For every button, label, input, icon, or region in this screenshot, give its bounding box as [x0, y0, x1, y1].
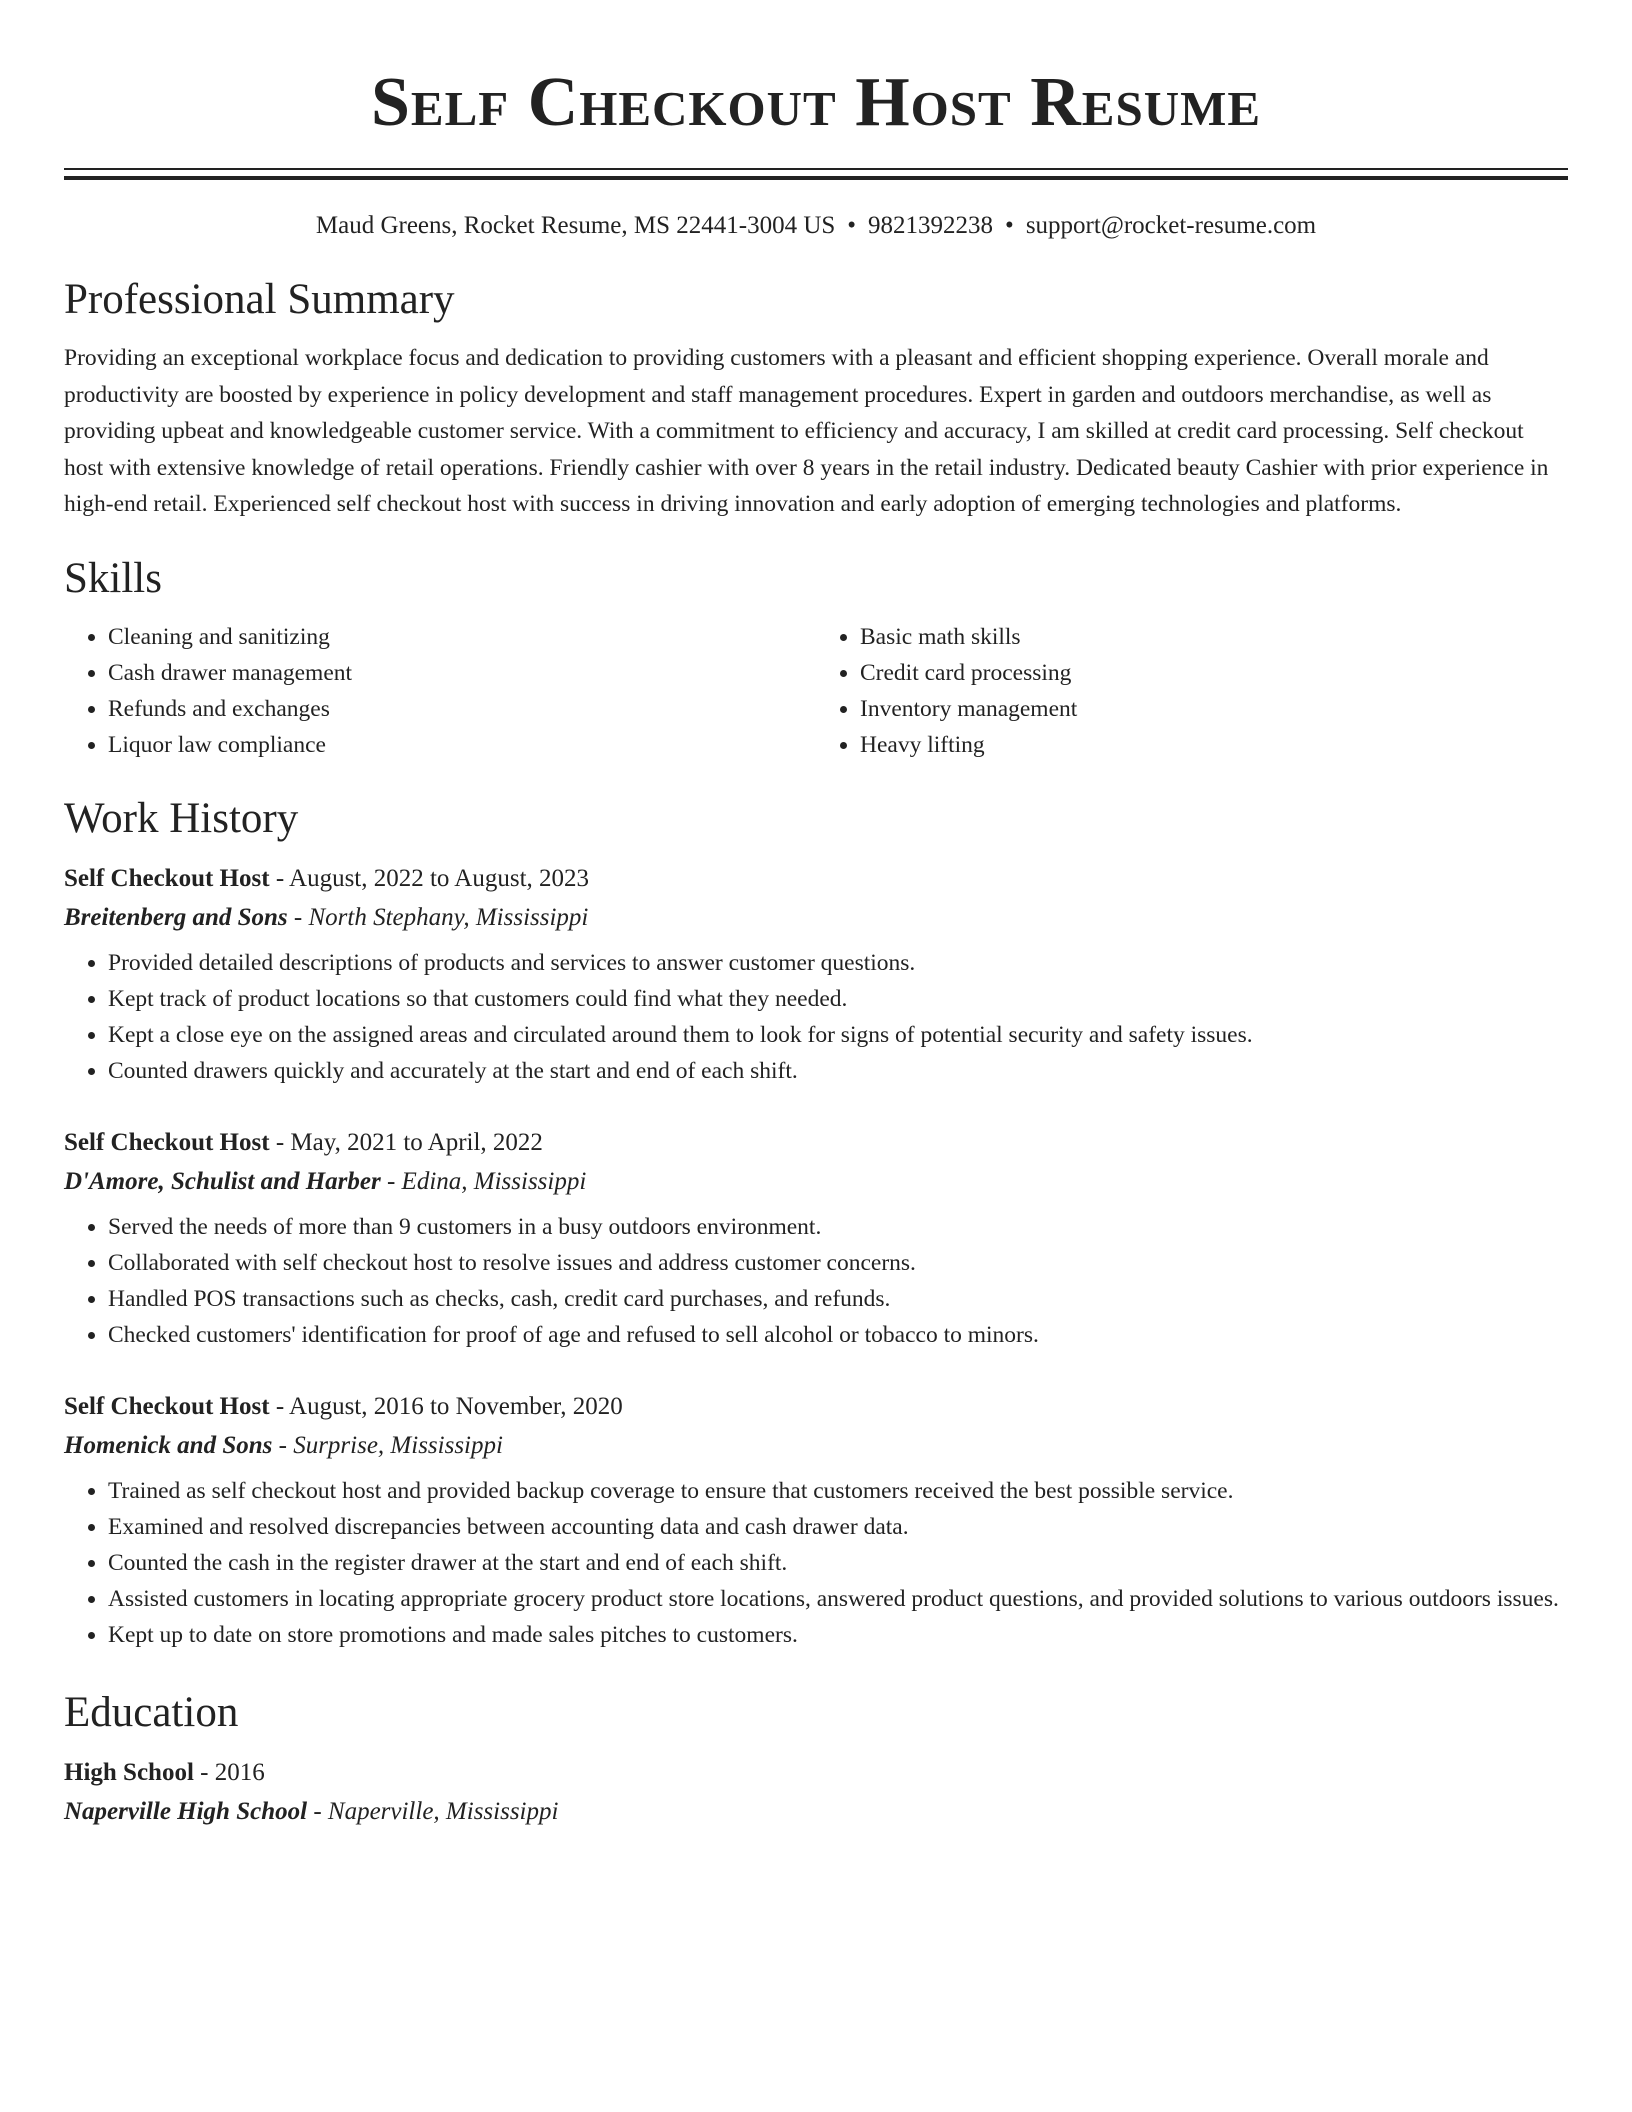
- section-heading-education: Education: [64, 1688, 239, 1736]
- job-title-line: [64, 1387, 1568, 1426]
- job-bullet: • Examined and resolved discrepancies between accounting data and cash drawer data.: [108, 1509, 1568, 1545]
- job-company: Homenick and Sons: [64, 1431, 273, 1459]
- skill-item: • Refunds and exchanges: [108, 691, 816, 727]
- skills-columns: [64, 619, 1568, 763]
- job-bullets: [64, 1473, 1568, 1653]
- job-company-line: [64, 1162, 1568, 1201]
- job-bullet: • Kept up to date on store promotions and made sales pitches to customers.: [108, 1617, 1568, 1653]
- job-bullet: • Kept track of product locations so that customers could find what they needed.: [108, 981, 1568, 1017]
- education-section: [64, 1687, 1568, 1831]
- job-bullet: • Counted the cash in the register drawer at the start and end of each shift.: [108, 1545, 1568, 1581]
- job-location: - Surprise, Mississippi: [272, 1431, 503, 1459]
- contact-email: support@rocket-resume.com: [1025, 212, 1317, 239]
- job-company: D'Amore, Schulist and Harber: [64, 1167, 381, 1195]
- job-bullets: [64, 945, 1568, 1089]
- job-title: Self Checkout Host: [64, 864, 270, 892]
- contact-info: [64, 208, 1568, 244]
- job-bullet: • Served the needs of more than 9 customers in a busy outdoors environment.: [108, 1209, 1568, 1245]
- skill-item: • Cash drawer management: [108, 655, 816, 691]
- job-dates: - May, 2021 to April, 2022: [269, 1128, 543, 1156]
- contact-phone: 9821392238: [868, 212, 994, 239]
- job-bullet: • Assisted customers in locating appropriate grocery product store locations, answered product questions, and provided solutions to various outdoors issues.: [108, 1581, 1568, 1617]
- job-entry: [64, 1123, 1568, 1353]
- contact-separator: •: [1005, 212, 1014, 239]
- skill-item: • Heavy lifting: [860, 727, 1568, 763]
- title-divider: [64, 168, 1568, 180]
- work-history-section: [64, 793, 1568, 1653]
- education-school-line: [64, 1792, 1568, 1831]
- section-heading-skills: Skills: [64, 554, 162, 602]
- job-bullet: • Provided detailed descriptions of products and services to answer customer questions.: [108, 945, 1568, 981]
- summary-section: [64, 274, 1568, 523]
- job-entry: [64, 1387, 1568, 1653]
- job-dates: - August, 2022 to August, 2023: [269, 864, 590, 892]
- divider-thick-line: [64, 176, 1568, 180]
- divider-thin-line: [64, 168, 1568, 170]
- job-company-line: [64, 1426, 1568, 1465]
- resume-title: Self Checkout Host Resume: [370, 64, 1262, 141]
- job-dates: - August, 2016 to November, 2020: [269, 1392, 623, 1420]
- job-bullet: • Counted drawers quickly and accurately at the start and end of each shift.: [108, 1053, 1568, 1089]
- contact-separator: •: [847, 212, 857, 239]
- job-bullet: • Trained as self checkout host and provided backup coverage to ensure that customers received the best possible service.: [108, 1473, 1568, 1509]
- summary-text: Providing an exceptional workplace focus and dedication to providing customers with a pleasant and efficient shopping experience. Overall morale and productivity are boosted by experience in policy development and staff management procedures. Expert in garden and outdoors merchandise, as well as providing upbeat and knowledgeable customer service. With a commitment to efficiency and accuracy, I am skilled at credit card processing. Self checkout host with extensive knowledge of retail operations. Friendly cashier with over 8 years in the retail industry. Dedicated beauty Cashier with prior experience in high-end retail. Experienced self checkout host with success in driving innovation and early adoption of emerging technologies and platforms.: [64, 345, 1549, 517]
- skill-item: • Credit card processing: [860, 655, 1568, 691]
- job-title: Self Checkout Host: [64, 1392, 270, 1420]
- job-company: Breitenberg and Sons: [64, 903, 288, 931]
- education-school: Naperville High School: [64, 1797, 308, 1825]
- education-degree: High School: [64, 1758, 194, 1786]
- section-heading-work-history: Work History: [64, 794, 299, 842]
- education-year: - 2016: [193, 1758, 265, 1786]
- skills-list-left: [64, 619, 816, 763]
- contact-address: Maud Greens, Rocket Resume, MS 22441-3004 US: [315, 212, 836, 239]
- job-bullet: • Collaborated with self checkout host to resolve issues and address customer concerns.: [108, 1245, 1568, 1281]
- job-title-line: [64, 1123, 1568, 1162]
- skills-list-right: [816, 619, 1568, 763]
- job-title: Self Checkout Host: [64, 1128, 270, 1156]
- skills-section: [64, 553, 1568, 763]
- section-heading-summary: Professional Summary: [64, 276, 455, 323]
- job-location: - North Stephany, Mississippi: [287, 903, 589, 931]
- job-company-line: [64, 898, 1568, 937]
- job-entry: [64, 859, 1568, 1089]
- job-bullets: [64, 1209, 1568, 1353]
- skill-item: • Basic math skills: [860, 619, 1568, 655]
- skill-item: • Liquor law compliance: [108, 727, 816, 763]
- job-bullet: • Handled POS transactions such as checks, cash, credit card purchases, and refunds.: [108, 1281, 1568, 1317]
- job-bullet: • Kept a close eye on the assigned areas and circulated around them to look for signs of potential security and safety issues.: [108, 1017, 1568, 1053]
- job-location: - Edina, Mississippi: [380, 1167, 587, 1195]
- education-degree-line: [64, 1753, 1568, 1792]
- skill-item: • Cleaning and sanitizing: [108, 619, 816, 655]
- job-bullet: • Checked customers' identification for proof of age and refused to sell alcohol or tobacco to minors.: [108, 1317, 1568, 1353]
- job-title-line: [64, 859, 1568, 898]
- education-location: - Naperville, Mississippi: [307, 1797, 559, 1825]
- skill-item: • Inventory management: [860, 691, 1568, 727]
